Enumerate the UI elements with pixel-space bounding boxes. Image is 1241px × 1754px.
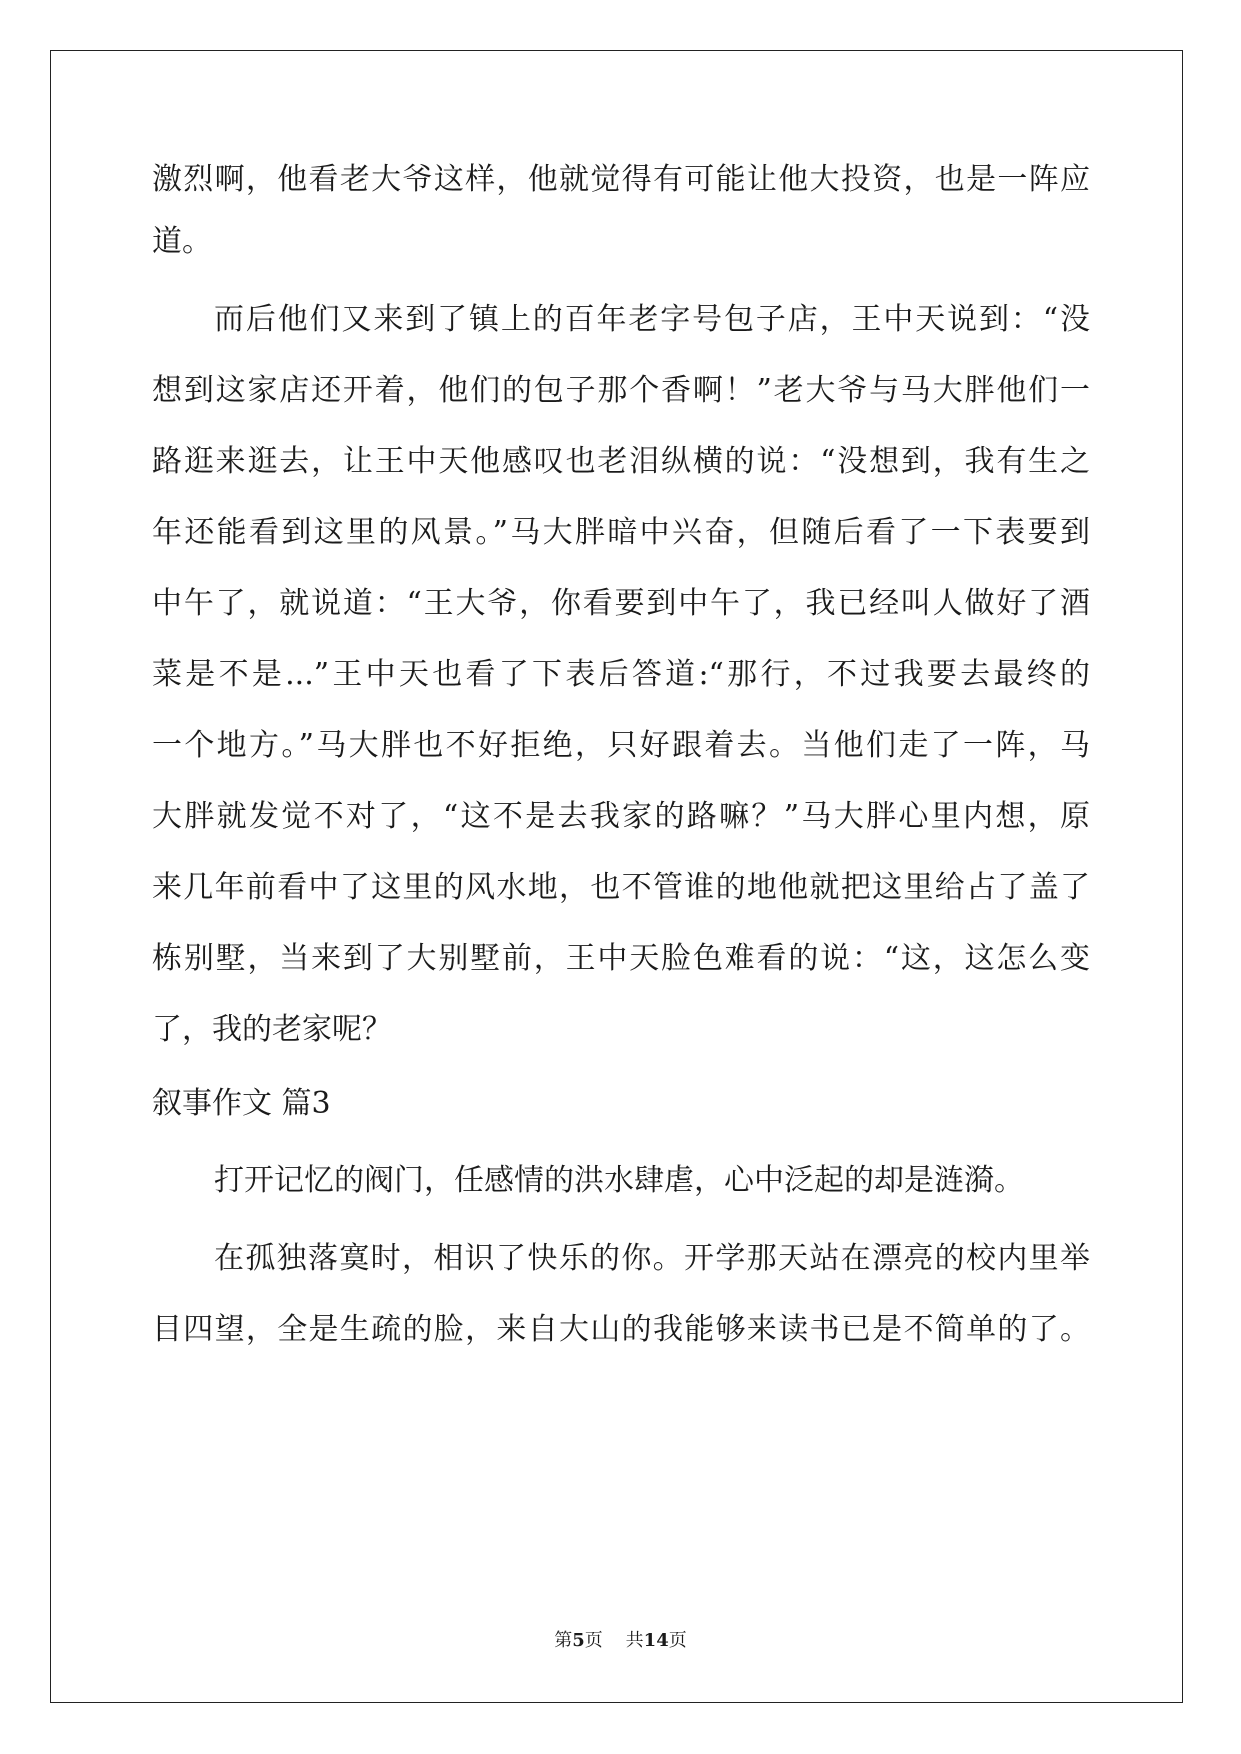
- footer-total-prefix: 共: [625, 1630, 644, 1651]
- text-line: 目四望，全是生疏的脸，来自大山的我能够来读书已是不简单的了。: [152, 1312, 1090, 1347]
- text-line: 打开记忆的阀门，任感情的洪水肆虐，心中泛起的却是涟漪。: [214, 1163, 1024, 1198]
- text-line: 大胖就发觉不对了，“这不是去我家的路嘛？”马大胖心里内想，原: [152, 799, 1090, 834]
- text-line: 一个地方。”马大胖也不好拒绝，只好跟着去。当他们走了一阵，马: [152, 728, 1090, 763]
- text-line: 激烈啊，他看老大爷这样，他就觉得有可能让他大投资，也是一阵应: [152, 162, 1090, 197]
- text-line: 想到这家店还开着，他们的包子那个香啊！”老大爷与马大胖他们一: [152, 373, 1090, 408]
- text-line: 年还能看到这里的风景。”马大胖暗中兴奋，但随后看了一下表要到: [152, 515, 1090, 550]
- text-line: 在孤独落寞时，相识了快乐的你。开学那天站在漂亮的校内里举: [214, 1241, 1090, 1276]
- page-number: 5: [572, 1630, 585, 1651]
- text-line: 路逛来逛去，让王中天他感叹也老泪纵横的说：“没想到，我有生之: [152, 444, 1090, 479]
- page-footer: [0, 1626, 1241, 1652]
- footer-total-suffix: 页: [668, 1630, 687, 1651]
- text-line: 道。: [152, 224, 212, 259]
- text-line: 来几年前看中了这里的风水地，也不管谁的地他就把这里给占了盖了: [152, 870, 1090, 905]
- total-pages: 14: [643, 1630, 669, 1651]
- footer-page-suffix: 页: [584, 1630, 603, 1651]
- text-line: 栋别墅，当来到了大别墅前，王中天脸色难看的说：“这，这怎么变: [152, 941, 1090, 976]
- text-line: 了，我的老家呢？: [152, 1012, 392, 1047]
- text-line: 菜是不是...”王中天也看了下表后答道:“那行，不过我要去最终的: [152, 657, 1090, 692]
- section-heading: 叙事作文 篇3: [152, 1086, 331, 1121]
- footer-prefix: 第: [554, 1630, 573, 1651]
- text-line: 而后他们又来到了镇上的百年老字号包子店，王中天说到：“没: [214, 302, 1090, 337]
- text-line: 中午了，就说道：“王大爷，你看要到中午了，我已经叫人做好了酒: [152, 586, 1090, 621]
